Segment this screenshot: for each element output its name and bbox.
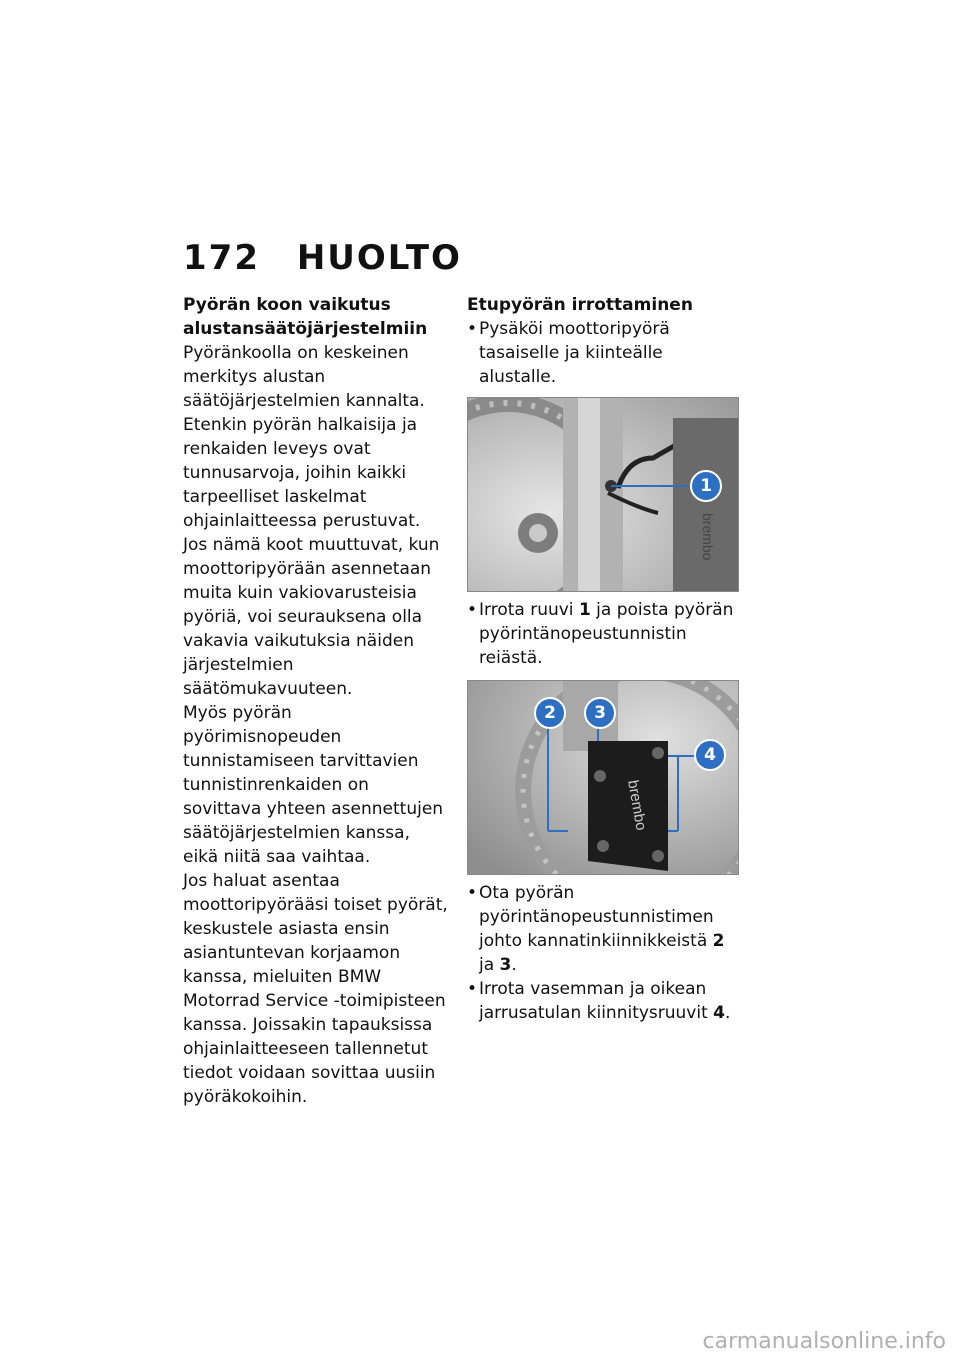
caliper-photo [467, 680, 739, 875]
paragraph: Pyöränkoolla on keskeinen merkitys alustan säätöjärjestelmien kannalta. Etenkin pyörän halkaisija ja renkaiden leveys ovat tunnusarvoja, joihin kaikki tarpeelliset laskelmat ohjainlaitteessa perustuvat. Jos nämä koot muuttuvat, kun moottoripyörään asennetaan muita kuin vakiovarusteisia pyöriä, voi seurauksena olla vakavia vaikutuksia näiden järjestelmien säätömukavuuteen. [183, 343, 440, 699]
bullet-point: • [467, 319, 478, 339]
instruction-step: • Ota pyörän pyörintänopeustunnistimen johto kannatinkiinnikkeistä 2 ja 3. [467, 883, 725, 975]
instruction-step: • Pysäköi moottoripyörä tasaiselle ja kiinteälle alustalle. [467, 319, 670, 387]
bullet-point: • [467, 883, 478, 903]
callout-2: 2 [534, 697, 566, 729]
caliper-brand-text: brembo [624, 778, 650, 832]
page-header [183, 238, 462, 278]
instruction-step: • Irrota vasemman ja oikean jarrusatulan kiinnitysruuvit 4. [467, 979, 731, 1023]
front-wheel-removal-heading: Etupyörän irrottaminen [467, 295, 693, 315]
wheel-size-heading: Pyörän koon vaikutus alustansäätöjärjestelmiin [183, 295, 428, 339]
watermark: carmanualsonline.info [702, 1329, 946, 1354]
bullet-point: • [467, 979, 478, 999]
callout-3: 3 [584, 697, 616, 729]
caliper-brand-text: brembo [700, 513, 716, 561]
right-column [467, 293, 739, 1025]
callout-1: 1 [690, 470, 722, 502]
paragraph: Jos haluat asentaa moottoripyörääsi toiset pyörät, keskustele asiasta ensin asiantuntevan korjaamon kanssa, mieluiten BMW Motorrad Service -toimipisteen kanssa. Joissakin tapauksissa ohjainlaitteeseen tallennetut tiedot voidaan sovittaa uusiin pyöräkokoihin. [183, 871, 448, 1107]
section-title: HUOLTO [296, 238, 462, 278]
page-number: 172 [183, 238, 260, 278]
paragraph: Myös pyörän pyörimisnopeuden tunnistamiseen tarvittavien tunnistinrenkaiden on sovittava yhteen asennettujen säätöjärjestelmien kanssa, eikä niitä saa vaihtaa. [183, 703, 444, 867]
sensor-screw-photo [467, 397, 739, 592]
left-column [183, 293, 448, 1109]
bullet-point: • [467, 600, 478, 620]
callout-4: 4 [694, 739, 726, 771]
instruction-step: • Irrota ruuvi 1 ja poista pyörän pyörintänopeustunnistin reiästä. [467, 600, 734, 668]
